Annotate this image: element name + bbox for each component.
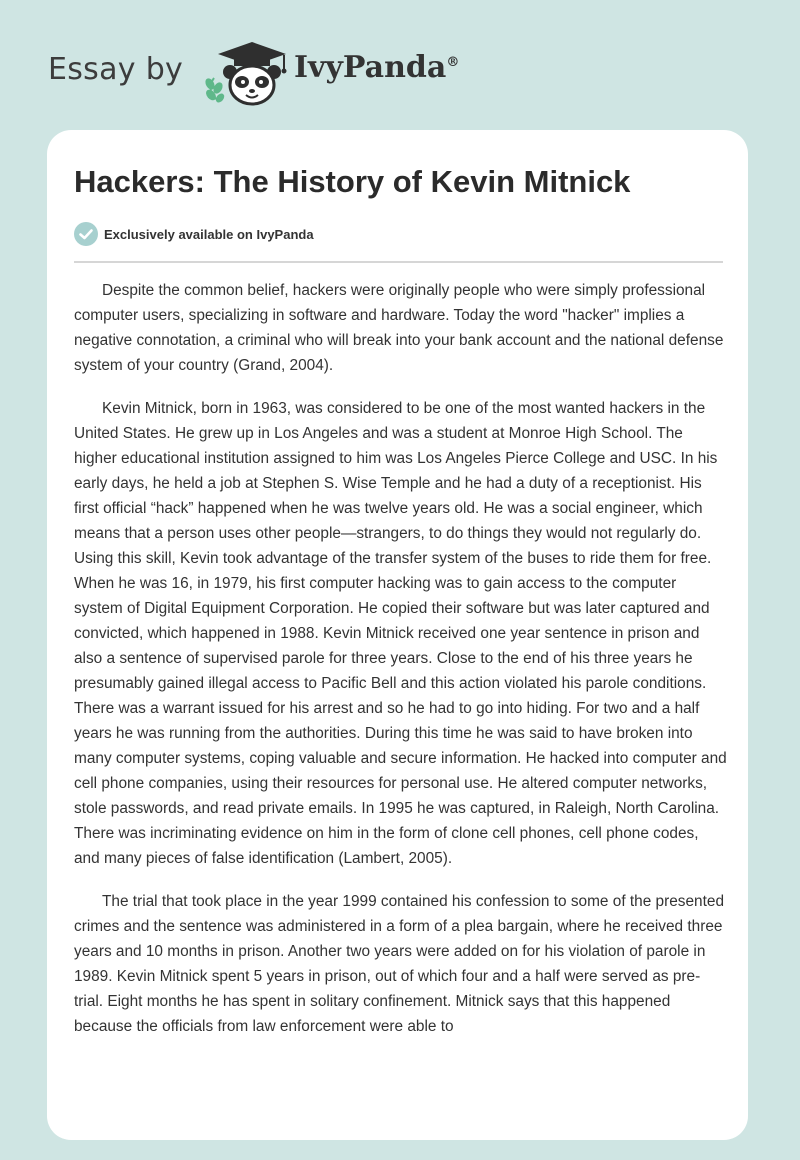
exclusive-badge xyxy=(74,222,314,246)
badge-text: Exclusively available on IvyPanda xyxy=(104,226,314,242)
essay-card xyxy=(47,130,748,1140)
divider xyxy=(74,261,723,263)
registered-mark: ® xyxy=(446,55,460,70)
brand-name-text: IvyPanda xyxy=(294,50,447,85)
essay-title: Hackers: The History of Kevin Mitnick xyxy=(74,164,631,199)
essay-paragraph-2: Kevin Mitnick, born in 1963, was considered to be one of the most wanted hackers in the United States. He grew up in Los Angeles and was a student at Monroe High School. The higher educational institution assigned to him was Los Angeles Pierce College and USC. In his early days, he held a job at Stephen S. Wise Temple and he had a duty of a receptionist. His first official “hack” happened when he was twelve years old. He was a social engineer, which means that a person uses other people—strangers, to do things they would not regularly do. Using this skill, Kevin took advantage of the transfer system of the buses to ride them for free. When he was 16, in 1979, his first computer hacking was to gain access to the computer system of Digital Equipment Corporation. He copied their software but was later captured and convicted, which happened in 1988. Kevin Mitnick received one year sentence in prison and also a sentence of supervised parole for three years. Close to the end of his three years he presumably gained illegal access to Pacific Bell and this action violated his parole conditions. There was a warrant issued for his arrest and so he had to go into hiding. For two and a half years he was running from the authorities. During this time he was said to have broken into many computer systems, coping valuable and secure information. He hacked into computer and cell phone companies, using their resources for personal use. He altered computer networks, stole passwords, and read private emails. In 1995 he was captured, in Raleigh, North Carolina. There was incriminating evidence on him in the form of clone cell phones, cell phone codes, and many pieces of false identification (Lambert, 2005). xyxy=(74,400,727,867)
panda-graduate-icon xyxy=(200,38,296,108)
checkmark-icon xyxy=(74,222,98,246)
essay-body xyxy=(74,278,728,1057)
brand-prefix: Essay by xyxy=(48,52,184,87)
essay-paragraph-1: Despite the common belief, hackers were originally people who were simply professional computer users, specializing in software and hardware. Today the word "hacker" implies a negative connotation, a criminal who will break into your bank account and the national defense system of your country (Grand, 2004). xyxy=(74,282,724,374)
essay-paragraph-3: The trial that took place in the year 1999 contained his confession to some of the presented crimes and the sentence was administered in a form of a plea bargain, where he received three years and 10 months in prison. Another two years were added on for his violation of parole in 1989. Kevin Mitnick spent 5 years in prison, out of which four and a half were served as pre-trial. Eight months he has spent in solitary confinement. Mitnick says that this happened because the officials from law enforcement were able to xyxy=(74,893,724,1035)
site-brand[interactable] xyxy=(48,38,508,108)
brand-name xyxy=(294,50,459,85)
